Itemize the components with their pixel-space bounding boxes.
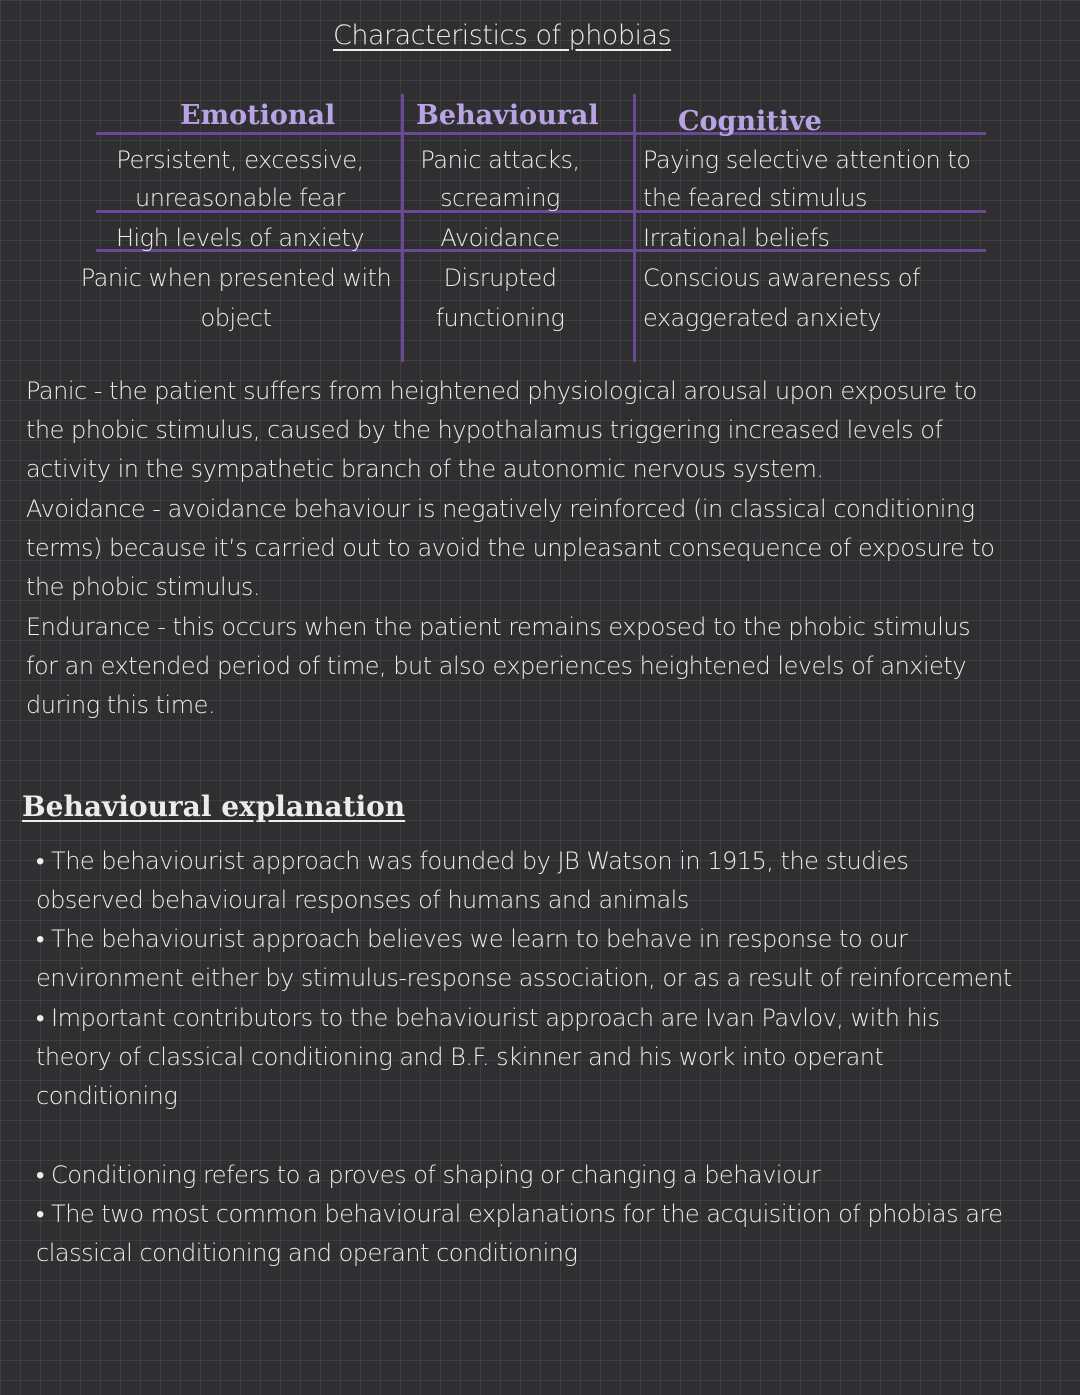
panic-line-3: activity in the sympathetic branch of the autonomic nervous system. — [26, 455, 824, 483]
header-cognitive: Cognitive — [678, 106, 822, 137]
cognitive-cell-3: Irrational beliefs — [643, 224, 830, 252]
cognitive-cell-1: Paying selective attention to — [643, 146, 971, 174]
bullet-line-9: • The two most common behavioural explanations for the acquisition of phobias are — [36, 1200, 1003, 1228]
bullet-line-2: observed behavioural responses of humans and animals — [36, 886, 689, 914]
cognitive-cell-5: exaggerated anxiety — [643, 304, 882, 332]
bullet-line-4: environment either by stimulus-response association, or as a result of reinforcement — [36, 964, 1012, 992]
table-col-divider-2 — [633, 94, 636, 362]
endurance-line-2: for an extended period of time, but also experiences heightened levels of anxiety — [26, 652, 967, 680]
behavioural-cell-1: Panic attacks, — [420, 146, 580, 174]
emotional-cell-2: unreasonable fear — [135, 184, 345, 212]
endurance-line-1: Endurance - this occurs when the patient remains exposed to the phobic stimulus — [26, 613, 971, 641]
emotional-cell-3: High levels of anxiety — [115, 224, 365, 252]
behavioural-cell-2: screaming — [440, 184, 560, 212]
emotional-cell-5: object — [200, 304, 272, 332]
bullet-line-7: conditioning — [36, 1082, 178, 1110]
table-header-line — [96, 132, 986, 135]
bullet-line-10: classical conditioning and operant conditioning — [36, 1239, 578, 1267]
header-behavioural: Behavioural — [416, 100, 599, 131]
cognitive-cell-2: the feared stimulus — [643, 184, 867, 212]
cognitive-cell-4: Conscious awareness of — [643, 264, 920, 292]
characteristics-table — [0, 92, 1080, 364]
avoidance-line-1: Avoidance - avoidance behaviour is negatively reinforced (in classical conditioning — [26, 495, 975, 523]
page-title: Characteristics of phobias — [333, 20, 672, 51]
header-emotional: Emotional — [180, 100, 336, 131]
panic-line-2: the phobic stimulus, caused by the hypothalamus triggering increased levels of — [26, 416, 943, 444]
emotional-cell-4: Panic when presented with — [80, 264, 392, 292]
bullet-line-1: • The behaviourist approach was founded by JB Watson in 1915, the studies — [36, 847, 909, 875]
behavioural-cell-3: Avoidance — [440, 224, 560, 252]
endurance-line-3: during this time. — [26, 691, 215, 719]
bullet-line-8: • Conditioning refers to a proves of shaping or changing a behaviour — [36, 1161, 821, 1189]
bullet-line-6: theory of classical conditioning and B.F. skinner and his work into operant — [36, 1043, 884, 1071]
behavioural-cell-5: functioning — [435, 304, 565, 332]
bullet-line-5: • Important contributors to the behaviourist approach are Ivan Pavlov, with his — [36, 1004, 940, 1032]
avoidance-line-2: terms) because it’s carried out to avoid the unpleasant consequence of exposure to — [26, 534, 995, 562]
emotional-cell-1: Persistent, excessive, — [116, 146, 364, 174]
avoidance-line-3: the phobic stimulus. — [26, 573, 261, 601]
behavioural-cell-4: Disrupted — [443, 264, 557, 292]
section-heading: Behavioural explanation — [22, 790, 406, 823]
panic-line-1: Panic - the patient suffers from heightened physiological arousal upon exposure to — [26, 377, 977, 405]
bullet-line-3: • The behaviourist approach believes we learn to behave in response to our — [36, 925, 908, 953]
